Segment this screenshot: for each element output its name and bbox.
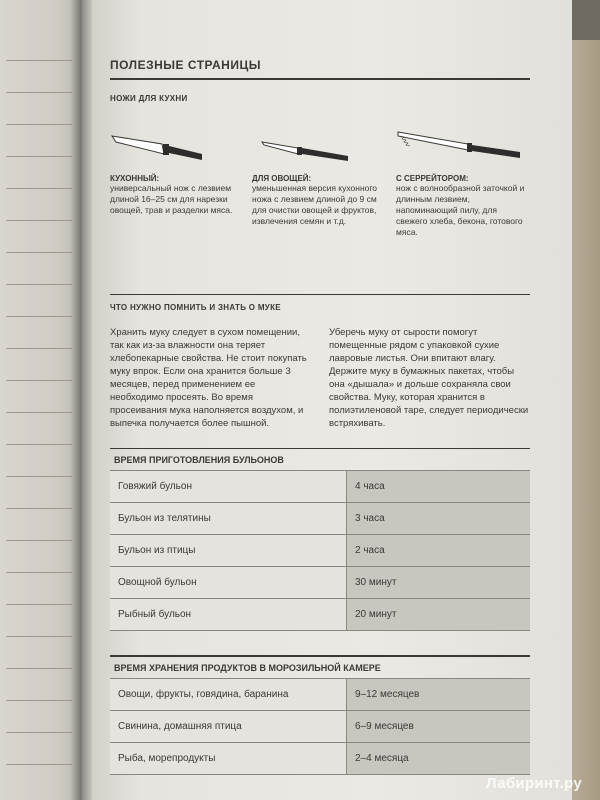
left-page-rule bbox=[6, 540, 72, 541]
table-cell-item: Рыбный бульон bbox=[110, 599, 346, 630]
left-page-rule bbox=[6, 732, 72, 733]
page-title: ПОЛЕЗНЫЕ СТРАНИЦЫ bbox=[110, 58, 261, 72]
table-row bbox=[110, 710, 530, 742]
left-page-rule bbox=[6, 764, 72, 765]
table-cell-item: Овощи, фрукты, говядина, баранина bbox=[110, 679, 346, 710]
table-cell-item: Рыба, морепродукты bbox=[110, 743, 346, 774]
left-page-rule bbox=[6, 476, 72, 477]
flour-right-text: Уберечь муку от сырости помогут помещенные рядом с упаковкой сухие лавровые листья. Они впитают влагу. bbox=[329, 326, 500, 364]
flour-left-text: Хранить муку следует в сухом помещении, так как из-за влажности она теряет хлебопекарные свойства. Не стоит покупать муку впрок. Если она хранится больше 3 месяцев, перед применением ее необходимо просеять. Во время просеивания мука наполняется воздухом, и выпечка получается более пышной. bbox=[110, 326, 307, 429]
table-row bbox=[110, 534, 530, 566]
left-page-rule bbox=[6, 156, 72, 157]
table-row bbox=[110, 742, 530, 775]
table-cell-item: Свинина, домашняя птица bbox=[110, 711, 346, 742]
flour-columns bbox=[110, 326, 530, 430]
serrated-knife-icon bbox=[396, 130, 526, 166]
left-page-rule bbox=[6, 92, 72, 93]
table-cell-time: 2–4 месяца bbox=[346, 743, 530, 774]
table-cell-item: Овощной бульон bbox=[110, 567, 346, 598]
knife-item bbox=[396, 130, 526, 238]
table-cell-item: Говяжий бульон bbox=[110, 471, 346, 502]
left-page-rule bbox=[6, 252, 72, 253]
knife-description: универсальный нож с лезвием длиной 16–25 см для нарезки овощей, трав и разделки мяса. bbox=[110, 182, 233, 215]
knife-item bbox=[110, 130, 240, 216]
table-row bbox=[110, 566, 530, 598]
table-cell-time: 4 часа bbox=[346, 471, 530, 502]
left-page-rule bbox=[6, 572, 72, 573]
left-page-rule bbox=[6, 188, 72, 189]
table-row bbox=[110, 678, 530, 710]
knife-name: КУХОННЫЙ: bbox=[110, 173, 160, 183]
table-cell-time: 20 минут bbox=[346, 599, 530, 630]
left-page-rule bbox=[6, 220, 72, 221]
table-cell-time: 3 часа bbox=[346, 503, 530, 534]
table-cell-time: 9–12 месяцев bbox=[346, 679, 530, 710]
watermark: Лабиринт.ру bbox=[486, 775, 582, 792]
left-page-rule bbox=[6, 316, 72, 317]
knife-name: ДЛЯ ОВОЩЕЙ: bbox=[252, 173, 312, 183]
table-cell-time: 30 минут bbox=[346, 567, 530, 598]
table-row bbox=[110, 598, 530, 631]
left-page-rule bbox=[6, 444, 72, 445]
knives-section bbox=[110, 94, 530, 294]
table-cell-time: 6–9 месяцев bbox=[346, 711, 530, 742]
table-row bbox=[110, 502, 530, 534]
knife-description: уменьшенная версия кухонного ножа с лезвием длиной до 9 см для очистки овощей и фруктов, извлечения семян и т.д. bbox=[252, 182, 378, 226]
flour-right-text: Держите муку в бумажных пакетах, чтобы она «дышала» и дольше сохраняла свои свойства. Муку, которая хранится в полиэтиленовой таре, следует периодически встряхивать. bbox=[329, 365, 529, 429]
book-page bbox=[82, 0, 572, 800]
left-page-rule bbox=[6, 508, 72, 509]
knives-heading: НОЖИ ДЛЯ КУХНИ bbox=[110, 93, 188, 103]
title-underline bbox=[110, 78, 530, 80]
table-cell-item: Бульон из птицы bbox=[110, 535, 346, 566]
flour-heading: ЧТО НУЖНО ПОМНИТЬ И ЗНАТЬ О МУКЕ bbox=[110, 302, 281, 312]
knife-description: нож с волнообразной заточкой и длинным лезвием, напоминающий пилу, для свежего хлеба, бекона, готового мяса. bbox=[396, 182, 525, 237]
left-page-rule bbox=[6, 636, 72, 637]
left-page-rule bbox=[6, 412, 72, 413]
flour-right-column bbox=[329, 326, 530, 430]
broth-table bbox=[110, 448, 530, 632]
left-page-rule bbox=[6, 348, 72, 349]
freezer-table bbox=[110, 655, 530, 775]
knife-name: С СЕРРЕЙТОРОМ: bbox=[396, 173, 469, 183]
left-page-rule bbox=[6, 60, 72, 61]
page-content bbox=[110, 58, 530, 775]
chef-knife-icon bbox=[110, 130, 220, 166]
section-divider bbox=[110, 294, 530, 295]
broth-table-title: ВРЕМЯ ПРИГОТОВЛЕНИЯ БУЛЬОНОВ bbox=[114, 455, 284, 465]
left-page-rule bbox=[6, 700, 72, 701]
table-row bbox=[110, 470, 530, 502]
left-page-rule bbox=[6, 124, 72, 125]
table-cell-time: 2 часа bbox=[346, 535, 530, 566]
flour-left-column bbox=[110, 326, 311, 430]
paring-knife-icon bbox=[252, 130, 362, 166]
knife-item bbox=[252, 130, 382, 227]
left-page-rule bbox=[6, 604, 72, 605]
book-gutter bbox=[70, 0, 92, 800]
table-cell-item: Бульон из телятины bbox=[110, 503, 346, 534]
left-page-rule bbox=[6, 284, 72, 285]
left-page-rule bbox=[6, 380, 72, 381]
left-page-rule bbox=[6, 668, 72, 669]
flour-section bbox=[110, 303, 530, 430]
freezer-table-title: ВРЕМЯ ХРАНЕНИЯ ПРОДУКТОВ В МОРОЗИЛЬНОЙ КАМЕРЕ bbox=[114, 662, 381, 673]
